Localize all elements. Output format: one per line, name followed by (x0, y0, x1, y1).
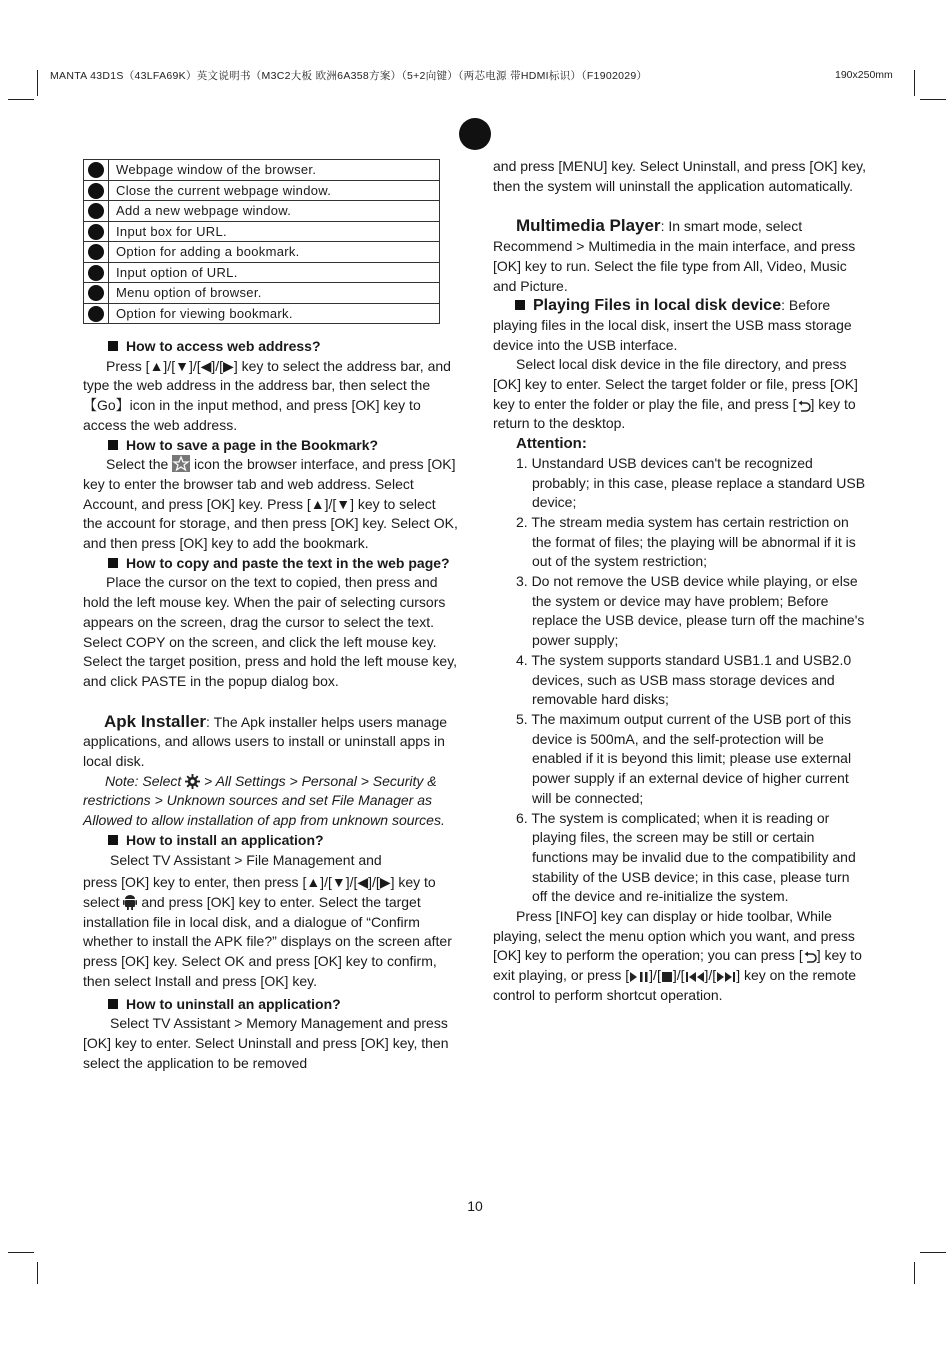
crop-mark (920, 99, 946, 100)
heading-copy: How to copy and paste the text in the web page? (83, 554, 459, 574)
paragraph-uninstall-cont: and press [MENU] key. Select Uninstall, and press [OK] key, then the system will uninstall the application automatically. (493, 158, 866, 194)
page-marker-dot (459, 118, 491, 150)
crop-mark (914, 70, 915, 96)
table-cell: Input box for URL. (109, 221, 440, 242)
apk-note: Note: Select > All Settings > Personal > Security & restrictions > Unknown sources and set File Manager as Allowed to allow installation of app from unknown sources. (83, 772, 445, 829)
print-header: MANTA 43D1S（43LFA69K）英文说明书（M3C2大板 欧洲6A358方案）（5+2向键）（两芯电源 带HDMI标识）（F1902029） (50, 70, 648, 82)
print-size: 190x250mm (835, 69, 893, 81)
playing-files-intro: Playing Files in local disk device: Before playing files in the local disk, insert the USB mass storage device into the USB interface. (493, 297, 852, 353)
android-icon (123, 894, 137, 910)
table-row (84, 180, 440, 201)
paragraph-copy: Place the cursor on the text to copied, then press and hold the left mouse key. When the pair of selecting cursors appears on the screen, drag the cursor to select the text. Select COPY on the screen, and click the left mouse key. Select the target position, press and hold the left mouse key, and click PASTE in the popup dialog box. (83, 574, 458, 689)
table-row (84, 160, 440, 181)
paragraph-select-local: Select local disk device in the file directory, and press [OK] key to enter. Select the target folder or file, press [OK] key to enter the folder or play the file, and press [ ] key to return to the desktop. (493, 356, 858, 432)
heading-access: How to access web address? (108, 337, 459, 357)
callout-dot-icon (88, 265, 104, 281)
paragraph-info: Press [INFO] key can display or hide toolbar, While playing, select the menu option which you want, and press [OK] key to perform the operation; you can press [ ] key to exit playing, or press [ ]/[ ]/[ ]/[ ] key on the remote control to perform shortcut operation. (493, 908, 862, 1003)
list-item: 5. The maximum output current of the USB port of this device is 500mA, and the self-protection will be enabled if it is beyond this limit; please use external power supply if an external device of higher current will be connected; (516, 710, 852, 806)
table-cell: Add a new webpage window. (109, 201, 440, 222)
crop-mark (8, 99, 34, 100)
page-number: 10 (467, 1198, 483, 1214)
list-item: 3. Do not remove the USB device while playing, or else the system or device may have problem; Before replace the USB device, please turn off the machine's power supply; (516, 573, 865, 649)
table-row (84, 303, 440, 324)
callout-dot-icon (88, 244, 104, 260)
return-icon (797, 400, 811, 412)
crop-mark (37, 1262, 38, 1284)
table-cell: Webpage window of the browser. (109, 160, 440, 181)
right-column (493, 157, 868, 1006)
table-row (84, 201, 440, 222)
table-cell: Option for viewing bookmark. (109, 303, 440, 324)
apk-installer-intro: Apk Installer: The Apk installer helps users manage applications, and allows users to install or uninstall apps in local disk. (83, 711, 448, 770)
table-cell: Menu option of browser. (109, 283, 440, 304)
stop-icon (661, 971, 673, 983)
paragraph-access: Press [▲]/[▼]/[◀]/[▶] key to select the address bar, and type the web address in the address bar, then select the【Go】icon in the input method, and press [OK] key to access the web address. (83, 357, 451, 433)
table-cell: Close the current webpage window. (109, 180, 440, 201)
play-pause-icon (629, 971, 649, 983)
table-row (84, 283, 440, 304)
attention-list (493, 454, 868, 907)
paragraph-install-1: Select TV Assistant > File Management and (110, 851, 382, 868)
heading-uninstall: How to uninstall an application? (108, 995, 459, 1015)
callout-dot-icon (88, 285, 104, 301)
callout-dot-icon (88, 203, 104, 219)
callout-dot-icon (88, 306, 104, 322)
left-column (83, 337, 459, 1073)
list-item: 4. The system supports standard USB1.1 and USB2.0 devices, such as USB mass storage devices and removable hard disks; (516, 651, 852, 708)
crop-mark (37, 70, 38, 96)
table-cell: Option for adding a bookmark. (109, 242, 440, 263)
gear-icon (185, 774, 200, 789)
next-icon (716, 971, 736, 983)
callout-dot-icon (88, 224, 104, 240)
crop-mark (914, 1262, 915, 1284)
multimedia-intro: Multimedia Player: In smart mode, select Recommend > Multimedia in the main interface, and press [OK] key to run. Select the file type from All, Video, Music and Picture. (493, 216, 856, 294)
list-item: 2. The stream media system has certain restriction on the format of files; the playing will be abnormal if it is out of the system restriction; (516, 513, 856, 570)
browser-legend-table (83, 159, 440, 324)
table-row (84, 262, 440, 283)
attention-heading: Attention: (516, 435, 587, 453)
list-item: 6. The system is complicated; when it is reading or playing files, the screen may be still or certain functions may be invalid due to the compatibility and stability of the USB device; in this case, please turn off the device and re-initialize the system. (516, 809, 856, 905)
table-cell: Input option of URL. (109, 262, 440, 283)
callout-dot-icon (88, 183, 104, 199)
table-row (84, 221, 440, 242)
crop-mark (920, 1252, 946, 1253)
table-row (84, 242, 440, 263)
heading-bookmark: How to save a page in the Bookmark? (108, 436, 459, 456)
list-item: 1. Unstandard USB devices can't be recognized probably; in this case, please replace a standard USB device; (516, 454, 866, 511)
return-icon (803, 951, 817, 963)
crop-mark (8, 1252, 34, 1253)
paragraph-uninstall: Select TV Assistant > Memory Management and press [OK] key to enter. Select Uninstall and press [OK] key, then select the application to be removed (83, 1015, 449, 1071)
star-icon (172, 455, 190, 472)
paragraph-bookmark: Select the icon the browser interface, and press [OK] key to enter the browser tab and web address. Select Account, and press [OK] key. Press [▲]/[▼] key to select the account for storage, and then press [OK] key. Select OK, and then press [OK] key to add the bookmark. (83, 456, 458, 552)
paragraph-install-2: press [OK] key to enter, then press [▲]/[▼]/[◀]/[▶] key to select and press [OK] key to enter. Select the target installation file in local disk, and a dialogue of “Confirm whether to install the APK file?” displays on the screen after press [OK] key. Select OK and press [OK] key to confirm, then select Install and press [OK] key. (83, 874, 452, 989)
callout-dot-icon (88, 162, 104, 178)
heading-install: How to install an application? (108, 831, 459, 851)
previous-icon (685, 971, 705, 983)
